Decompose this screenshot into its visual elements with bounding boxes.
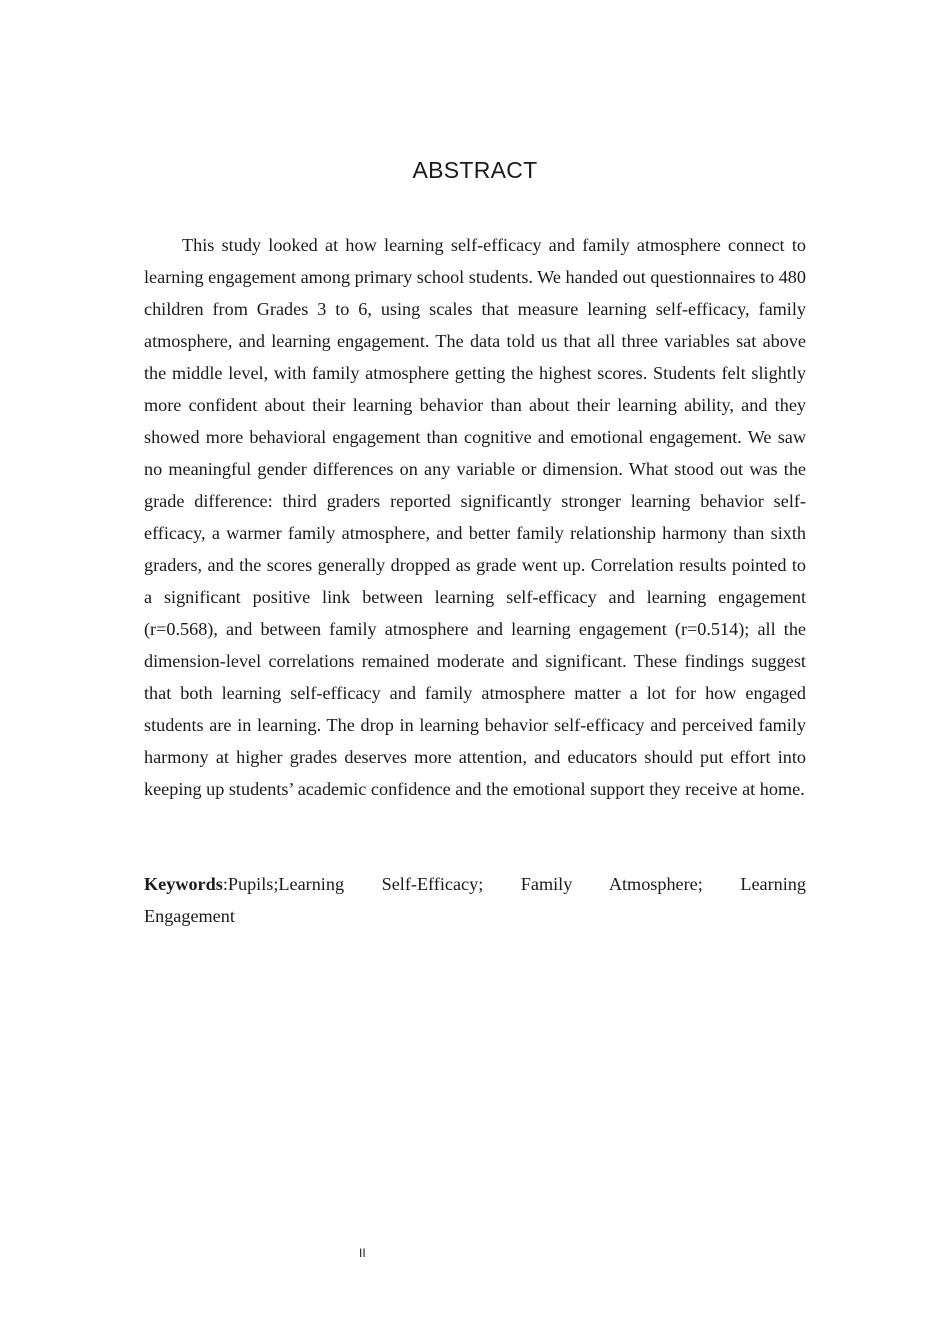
abstract-title: ABSTRACT (412, 157, 538, 183)
keywords-label: Keywords (144, 874, 223, 894)
abstract-paragraph: This study looked at how learning self-efficacy and family atmosphere connect to learning engagement among primary school students. We handed out questionnaires to 480 children from Grades 3 to 6, using scales that measure learning self-efficacy, family atmosphere, and learning engagement. The data told us that all three variables sat above the middle level, with family atmosphere getting the highest scores. Students felt slightly more confident about their learning behavior than about their learning ability, and they showed more behavioral engagement than cognitive and emotional engagement. We saw no meaningful gender differences on any variable or dimension. What stood out was the grade difference: third graders reported significantly stronger learning behavior self-efficacy, a warmer family atmosphere, and better family relationship harmony than sixth graders, and the scores generally dropped as grade went up. Correlation results pointed to a significant positive link between learning self-efficacy and learning engagement (r=0.568), and between family atmosphere and learning engagement (r=0.514); all the dimension-level correlations remained moderate and significant. These findings suggest that both learning self-efficacy and family atmosphere matter a lot for how engaged students are in learning. The drop in learning behavior self-efficacy and perceived family harmony at higher grades deserves more attention, and educators should put effort into keeping up students’ academic confidence and the emotional support they receive at home. (144, 235, 806, 799)
page-number: II (359, 1246, 366, 1260)
keywords-text: :Pupils;Learning Self-Efficacy; Family Atmosphere; Learning Engagement (144, 874, 806, 926)
keywords-line (144, 868, 806, 932)
